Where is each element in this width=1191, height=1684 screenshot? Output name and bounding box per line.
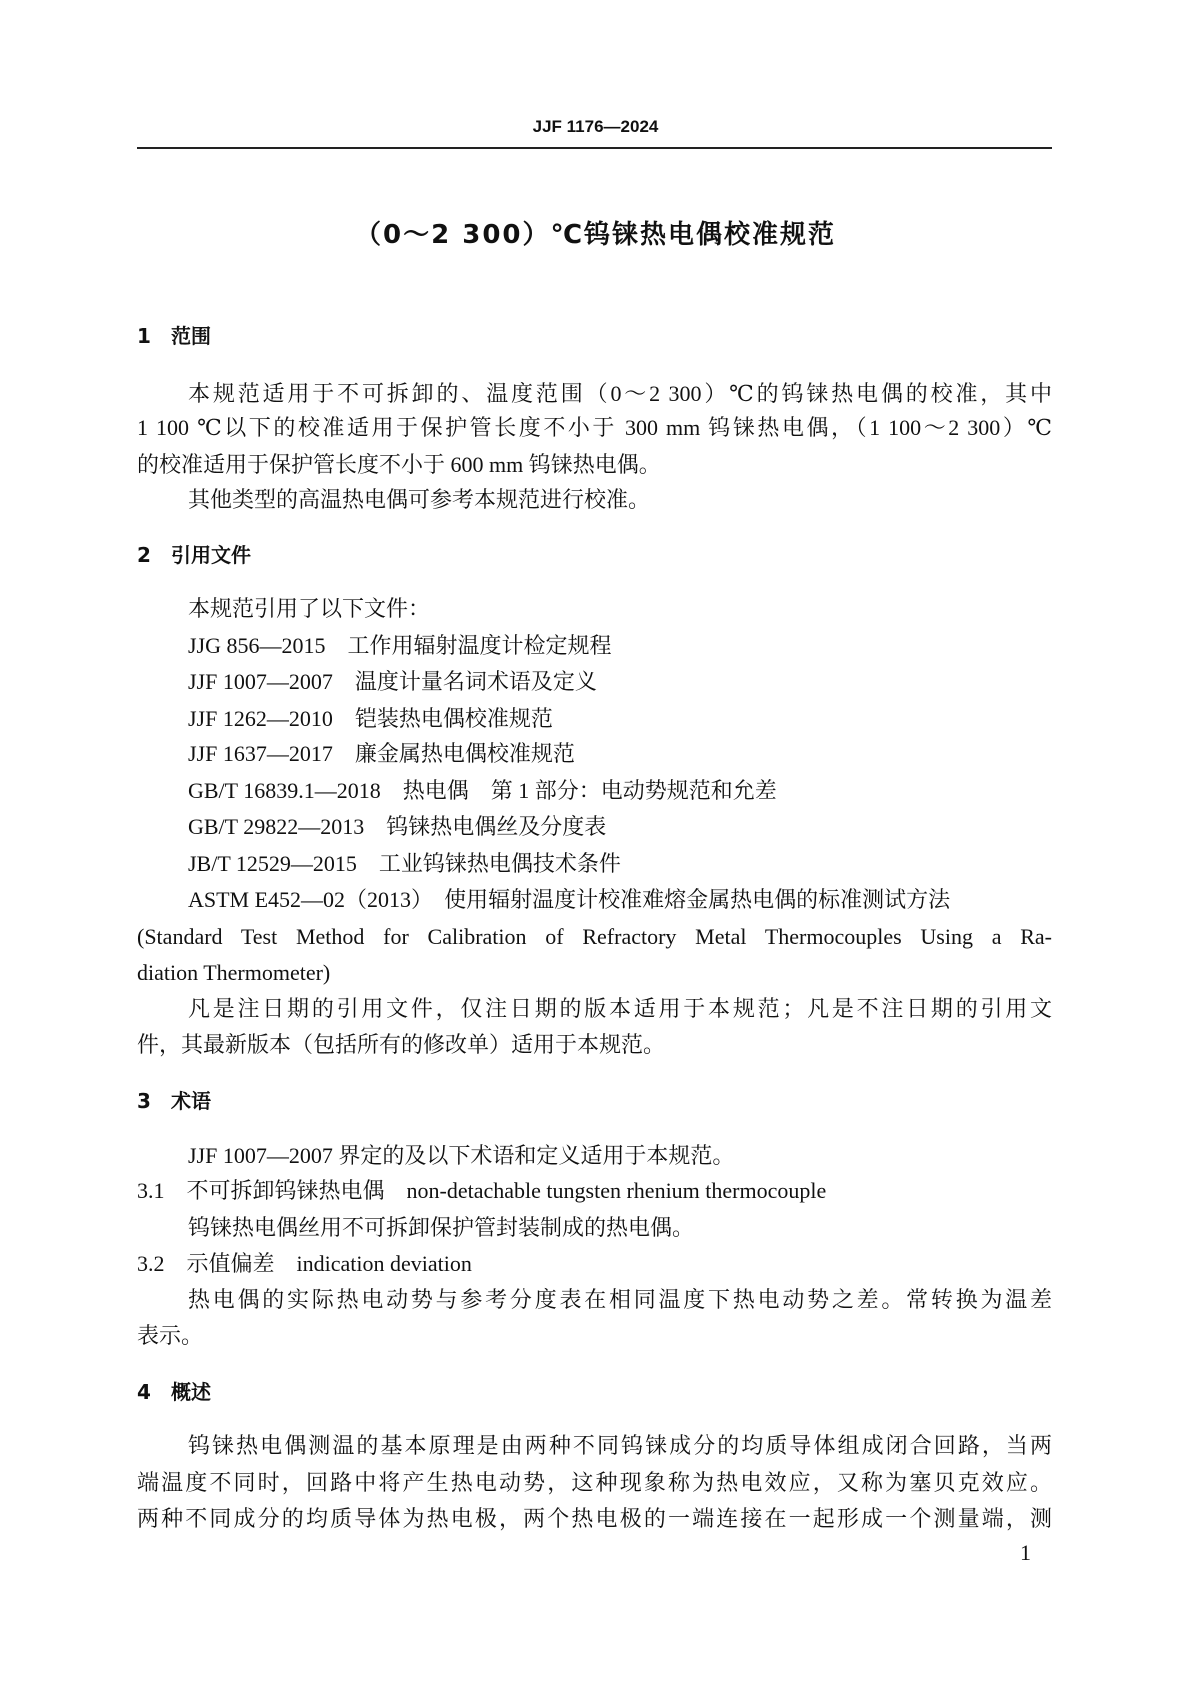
terms-intro: JJF 1007—2007 界定的及以下术语和定义适用于本规范。 bbox=[188, 1143, 735, 1168]
reference-name: 热电偶 第 1 部分：电动势规范和允差 bbox=[402, 778, 777, 803]
paragraph-line: 端温度不同时，回路中将产生热电动势，这种现象称为热电效应，又称为塞贝克效应。 bbox=[137, 1470, 1052, 1495]
paragraph-line: 凡是注日期的引用文件，仅注日期的版本适用于本规范；凡是不注日期的引用文 bbox=[188, 996, 1052, 1021]
paragraph-line: 件，其最新版本（包括所有的修改单）适用于本规范。 bbox=[137, 1032, 666, 1057]
reference-name: 廉金属热电偶校准规范 bbox=[354, 741, 575, 766]
section-number: 3 bbox=[137, 1089, 151, 1113]
term-definition: 钨铼热电偶丝用不可拆卸保护管封装制成的热电偶。 bbox=[188, 1215, 695, 1240]
section-number: 1 bbox=[137, 324, 151, 348]
reference-english-title: diation Thermometer) bbox=[137, 960, 331, 985]
term-definition: 表示。 bbox=[137, 1323, 204, 1348]
reference-name: 使用辐射温度计校准难熔金属热电偶的标准测试方法 bbox=[444, 887, 951, 912]
reference-code: JJG 856—2015 bbox=[188, 633, 326, 658]
reference-code: GB/T 29822—2013 bbox=[188, 814, 365, 839]
reference-name: 温度计量名词术语及定义 bbox=[354, 669, 597, 694]
term-chinese: 示值偏差 bbox=[186, 1251, 275, 1276]
document-title: （0～2 300）℃钨铼热电偶校准规范 bbox=[355, 220, 836, 250]
paragraph-line: 其他类型的高温热电偶可参考本规范进行校准。 bbox=[188, 487, 651, 512]
reference-item bbox=[137, 809, 1052, 845]
reference-code: GB/T 16839.1—2018 bbox=[188, 778, 381, 803]
section-title: 引用文件 bbox=[171, 543, 251, 567]
paragraph-line: 本规范适用于不可拆卸的、温度范围（0～2 300）℃的钨铼热电偶的校准，其中 bbox=[188, 381, 1052, 406]
paragraph-line: 两种不同成分的均质导体为热电极，两个热电极的一端连接在一起形成一个测量端，测 bbox=[137, 1506, 1052, 1531]
reference-code: JJF 1637—2017 bbox=[188, 741, 333, 766]
section-number: 2 bbox=[137, 543, 151, 567]
section-title: 术语 bbox=[171, 1089, 211, 1113]
document-code-header: JJF 1176—2024 bbox=[532, 117, 659, 136]
reference-item bbox=[137, 736, 1052, 772]
term-heading bbox=[137, 1246, 1052, 1282]
term-number: 3.2 bbox=[137, 1251, 165, 1276]
section-title: 概述 bbox=[171, 1380, 211, 1404]
term-english: indication deviation bbox=[296, 1251, 472, 1276]
reference-item bbox=[137, 882, 1052, 918]
reference-name: 钨铼热电偶丝及分度表 bbox=[386, 814, 607, 839]
reference-code: ASTM E452—02（2013） bbox=[188, 887, 423, 912]
reference-item bbox=[137, 701, 1052, 737]
section-heading-terms bbox=[137, 1086, 211, 1116]
term-number: 3.1 bbox=[137, 1178, 165, 1203]
section-heading-scope bbox=[137, 321, 211, 351]
section-heading-references bbox=[137, 540, 251, 570]
paragraph-line: 钨铼热电偶测温的基本原理是由两种不同钨铼成分的均质导体组成闭合回路，当两 bbox=[188, 1433, 1052, 1458]
header-rule bbox=[137, 147, 1052, 149]
paragraph-line: 的校准适用于保护管长度不小于 600 mm 钨铼热电偶。 bbox=[137, 452, 661, 477]
term-definition: 热电偶的实际热电动势与参考分度表在相同温度下热电动势之差。常转换为温差 bbox=[188, 1287, 1052, 1312]
paragraph-line: 1 100 ℃以下的校准适用于保护管长度不小于 300 mm 钨铼热电偶，（1 100～2 300）℃ bbox=[137, 415, 1052, 440]
section-number: 4 bbox=[137, 1380, 151, 1404]
term-chinese: 不可拆卸钨铼热电偶 bbox=[186, 1178, 385, 1203]
section-heading-overview bbox=[137, 1377, 211, 1407]
reference-code: JB/T 12529—2015 bbox=[188, 851, 357, 876]
reference-item bbox=[137, 628, 1052, 664]
page-number: 1 bbox=[1020, 1540, 1031, 1565]
reference-code: JJF 1262—2010 bbox=[188, 706, 333, 731]
reference-name: 工业钨铼热电偶技术条件 bbox=[378, 851, 621, 876]
reference-item bbox=[137, 846, 1052, 882]
reference-name: 工作用辐射温度计检定规程 bbox=[347, 633, 612, 658]
reference-item bbox=[137, 664, 1052, 700]
term-english: non-detachable tungsten rhenium thermocouple bbox=[406, 1178, 827, 1203]
term-heading bbox=[137, 1173, 1052, 1209]
reference-name: 铠装热电偶校准规范 bbox=[354, 706, 553, 731]
section-title: 范围 bbox=[171, 324, 211, 348]
references-intro: 本规范引用了以下文件： bbox=[188, 596, 431, 621]
reference-item bbox=[137, 773, 1052, 809]
reference-english-title: (Standard Test Method for Calibration of Refractory Metal Thermocouples Using a Ra- bbox=[137, 924, 1052, 949]
reference-code: JJF 1007—2007 bbox=[188, 669, 333, 694]
